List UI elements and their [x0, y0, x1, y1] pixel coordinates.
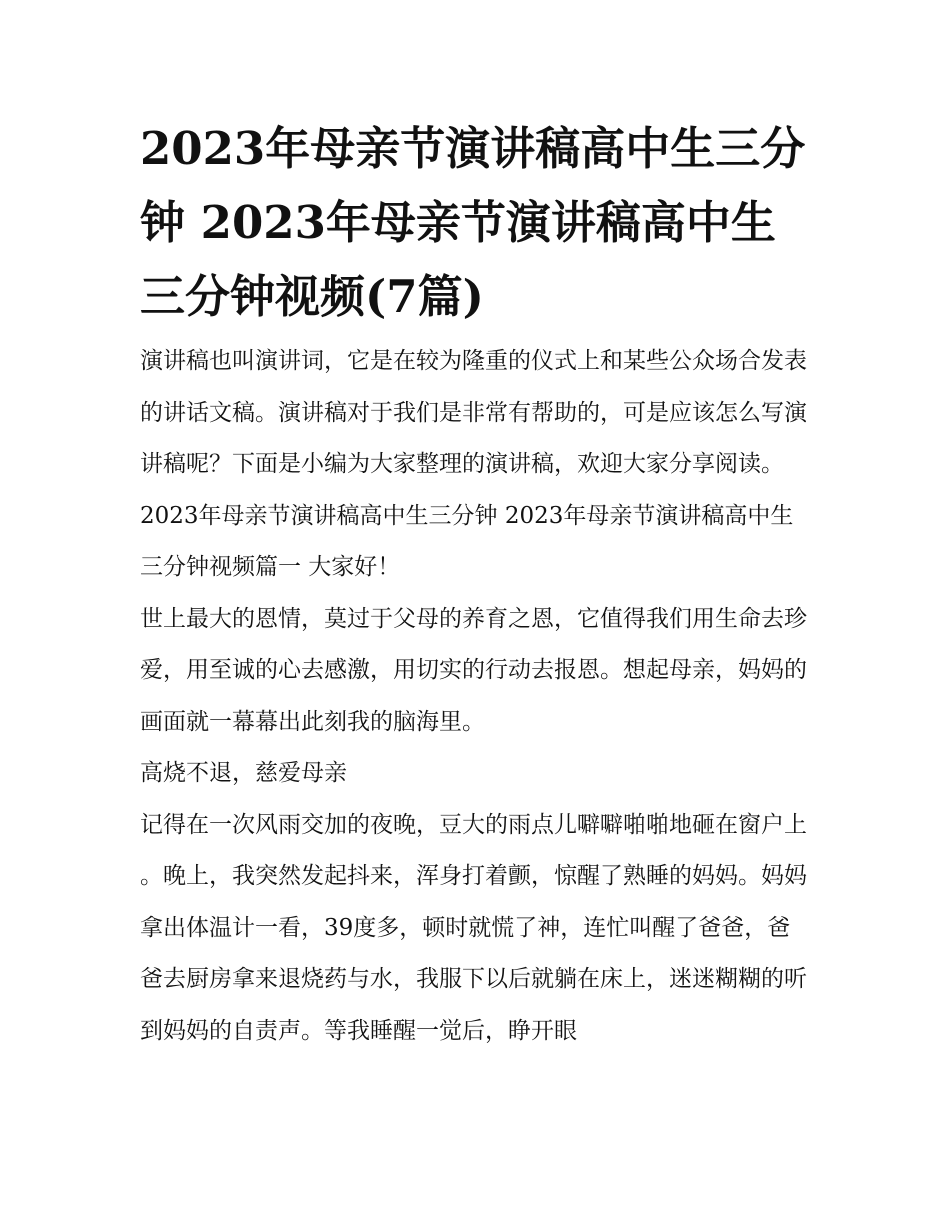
document-page — [140, 112, 812, 1057]
paragraph-subheading: 高烧不退，慈爱母亲 — [140, 760, 347, 786]
paragraph-section-heading: 2023年母亲节演讲稿高中生三分钟 2023年母亲节演讲稿高中生三分钟视频篇一 大家好！ — [140, 502, 794, 580]
title-block — [140, 112, 812, 334]
paragraph-body-1: 世上最大的恩情，莫过于父母的养育之恩，它值得我们用生命去珍爱，用至诚的心去感激，用切实的行动去报恩。想起母亲，妈妈的画面就一幕幕出此刻我的脑海里。 — [140, 605, 807, 735]
paragraph-body-2: 记得在一次风雨交加的夜晚，豆大的雨点儿噼噼啪啪地砸在窗户上。晚上，我突然发起抖来，浑身打着颤，惊醒了熟睡的妈妈。妈妈拿出体温计一看，39度多，顿时就慌了神，连忙叫醒了爸爸，爸爸去厨房拿来退烧药与水，我服下以后就躺在床上，迷迷糊糊的听到妈妈的自责声。等我睡醒一觉后，睁开眼 — [140, 811, 807, 1044]
document-title: 2023年母亲节演讲稿高中生三分钟 2023年母亲节演讲稿高中生三分钟视频(7篇) — [140, 122, 806, 323]
paragraph-intro: 演讲稿也叫演讲词，它是在较为隆重的仪式上和某些公众场合发表的讲话文稿。演讲稿对于我们是非常有帮助的，可是应该怎么写演讲稿呢？下面是小编为大家整理的演讲稿，欢迎大家分享阅读。 — [140, 348, 807, 477]
